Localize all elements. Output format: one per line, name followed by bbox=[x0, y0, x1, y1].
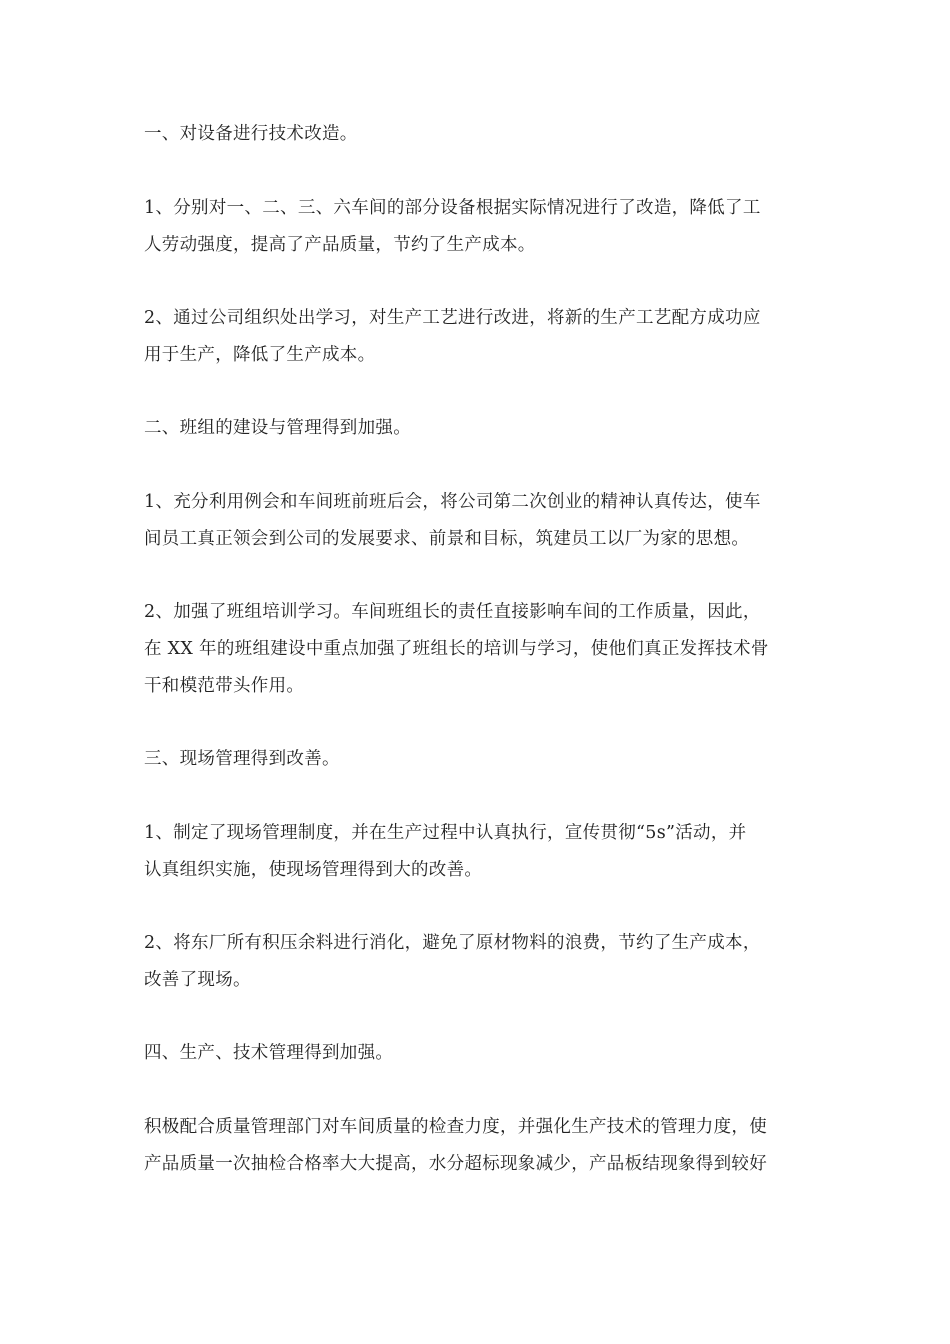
text-line: 在 XX 年的班组建设中重点加强了班组长的培训与学习，使他们真正发挥技术骨 bbox=[144, 639, 769, 659]
section-heading-1 bbox=[144, 116, 812, 153]
paragraph-1-2 bbox=[144, 300, 812, 374]
document-body bbox=[144, 116, 812, 1219]
text-line: 三、现场管理得到改善。 bbox=[144, 749, 340, 769]
paragraph-2-2 bbox=[144, 594, 812, 705]
paragraph-3-2 bbox=[144, 925, 812, 999]
text-line: 1、充分利用例会和车间班前班后会，将公司第二次创业的精神认真传达，使车 bbox=[144, 492, 761, 512]
text-line: 2、加强了班组培训学习。车间班组长的责任直接影响车间的工作质量，因此， bbox=[144, 602, 761, 622]
text-line: 1、制定了现场管理制度，并在生产过程中认真执行，宣传贯彻“5s”活动，并 bbox=[144, 823, 747, 843]
text-line: 2、将东厂所有积压余料进行消化，避免了原材物料的浪费，节约了生产成本， bbox=[144, 933, 761, 953]
text-line: 积极配合质量管理部门对车间质量的检查力度，并强化生产技术的管理力度，使 bbox=[144, 1117, 767, 1137]
text-line: 产品质量一次抽检合格率大大提高，水分超标现象减少，产品板结现象得到较好 bbox=[144, 1154, 767, 1174]
paragraph-1-1 bbox=[144, 190, 812, 264]
text-line: 认真组织实施，使现场管理得到大的改善。 bbox=[144, 860, 483, 880]
text-line: 四、生产、技术管理得到加强。 bbox=[144, 1043, 394, 1063]
paragraph-4-1 bbox=[144, 1109, 812, 1183]
text-line: 用于生产，降低了生产成本。 bbox=[144, 345, 376, 365]
text-line: 间员工真正领会到公司的发展要求、前景和目标，筑建员工以厂为家的思想。 bbox=[144, 529, 750, 549]
paragraph-3-1 bbox=[144, 815, 812, 889]
text-line: 一、对设备进行技术改造。 bbox=[144, 124, 358, 144]
section-heading-3 bbox=[144, 741, 812, 778]
text-line: 人劳动强度，提高了产品质量，节约了生产成本。 bbox=[144, 235, 536, 255]
text-line: 改善了现场。 bbox=[144, 970, 251, 990]
section-heading-2 bbox=[144, 410, 812, 447]
text-line: 1、分别对一、二、三、六车间的部分设备根据实际情况进行了改造，降低了工 bbox=[144, 198, 761, 218]
paragraph-2-1 bbox=[144, 484, 812, 558]
text-line: 2、通过公司组织处出学习，对生产工艺进行改进，将新的生产工艺配方成功应 bbox=[144, 308, 761, 328]
section-heading-4 bbox=[144, 1035, 812, 1072]
text-line: 干和模范带头作用。 bbox=[144, 676, 305, 696]
text-line: 二、班组的建设与管理得到加强。 bbox=[144, 418, 411, 438]
